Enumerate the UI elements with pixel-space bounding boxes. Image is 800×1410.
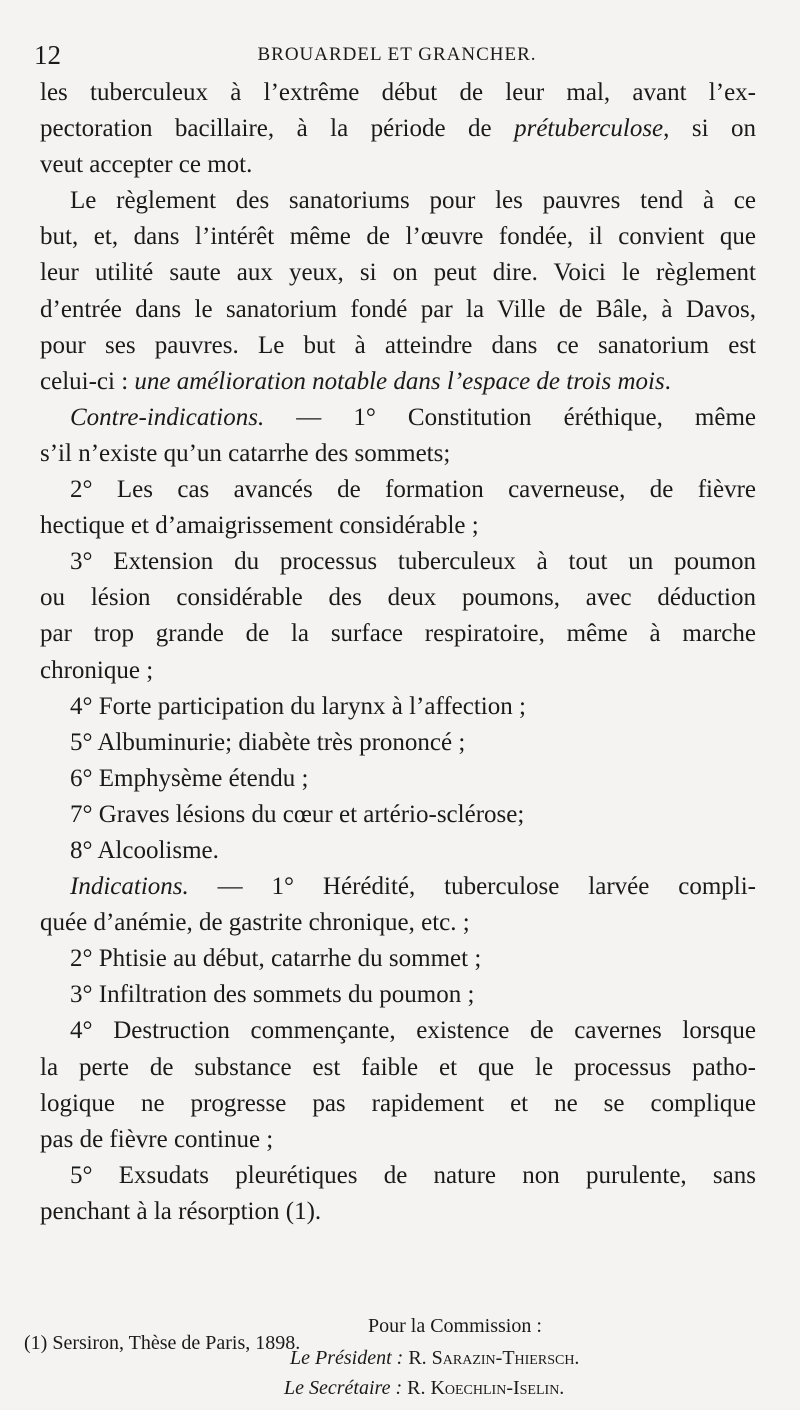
- text-line: [40, 1013, 756, 1049]
- line-text: 2° Les cas avancés de formation caverneuse, de fièvre: [70, 476, 756, 504]
- line-text: 7° Graves lésions du cœur et artério-sclérose;: [70, 800, 525, 828]
- text-line: [40, 977, 756, 1013]
- text-line: [40, 219, 756, 255]
- text-line: [40, 544, 756, 580]
- running-head: BROUARDEL ET GRANCHER.: [257, 44, 537, 65]
- line-text: 5° Albuminurie; diabète très prononcé ;: [70, 728, 466, 756]
- president-name: R. Sarazin-Thiersch.: [408, 1347, 580, 1369]
- text-line: [40, 75, 756, 111]
- line-text: 3° Infiltration des sommets du poumon ;: [70, 981, 475, 1009]
- line-text: d’entrée dans le sanatorium fondé par la Ville de Bâle, à Davos,: [40, 295, 756, 323]
- line-text: 2° Phtisie au début, catarrhe du sommet ;: [70, 945, 482, 973]
- line-text: la perte de substance est faible et que le processus patho-: [40, 1053, 756, 1081]
- line-text: les tuberculeux à l’extrême début de leur mal, avant l’ex-: [40, 79, 756, 106]
- text-line: [40, 1158, 756, 1194]
- line-text: leur utilité saute aux yeux, si on peut dire. Voici le règlement: [40, 259, 756, 287]
- text-line: [40, 797, 756, 833]
- text-line: [40, 869, 756, 905]
- footnote: (1) Sersiron, Thèse de Paris, 1898.: [24, 1332, 301, 1354]
- text-line: [40, 183, 756, 219]
- line-text: pas de fièvre continue ;: [40, 1125, 274, 1153]
- secretary-signature: [40, 1377, 800, 1400]
- line-text: logique ne progresse pas rapidement et ne se complique: [40, 1089, 756, 1117]
- line-text: pour ses pauvres. Le but à atteindre dans ce sanatorium est: [40, 331, 756, 359]
- line-text: s’il n’existe qu’un catarrhe des sommets;: [40, 439, 451, 467]
- text-line: [40, 941, 756, 977]
- line-text: 8° Alcoolisme.: [70, 836, 219, 864]
- text-line: [40, 436, 756, 472]
- text-line: [40, 111, 756, 147]
- line-text: 3° Extension du processus tuberculeux à tout un poumon: [70, 548, 756, 576]
- line-text: .: [664, 367, 671, 395]
- text-line: [40, 761, 756, 797]
- text-line: [40, 616, 756, 652]
- line-text: hectique et d’amaigrissement considérable ;: [40, 512, 479, 540]
- president-role: Le Président :: [290, 1347, 404, 1369]
- text-line: [40, 1086, 756, 1122]
- line-text: — 1° Constitution éréthique, même: [264, 403, 756, 431]
- page-number: 12: [34, 40, 61, 70]
- text-line: [40, 653, 756, 689]
- text-line: [40, 1050, 756, 1086]
- text-line: [40, 1122, 756, 1158]
- line-text: pectoration bacillaire, à la période de: [40, 115, 515, 143]
- italic-text: prétuberculose: [514, 115, 664, 143]
- text-line: [40, 905, 756, 941]
- text-lines: [40, 75, 756, 1230]
- line-text: 4° Destruction commençante, existence de cavernes lorsque: [70, 1017, 756, 1045]
- line-text: celui-ci :: [40, 367, 135, 395]
- text-line: [40, 292, 756, 328]
- line-text: quée d’anémie, de gastrite chronique, etc. ;: [40, 909, 470, 937]
- text-line: [40, 689, 756, 725]
- text-line: [40, 833, 756, 869]
- line-text: veut accepter ce mot.: [40, 151, 253, 179]
- secretary-name: R. Koechlin-Iselin.: [407, 1377, 565, 1399]
- text-line: [40, 472, 756, 508]
- text-line: [40, 364, 756, 400]
- secretary-role: Le Secrétaire :: [284, 1377, 403, 1399]
- italic-text: Indications.: [70, 873, 189, 901]
- text-line: [40, 147, 756, 183]
- text-line: [40, 328, 756, 364]
- text-line: [40, 1194, 756, 1230]
- line-text: 4° Forte participation du larynx à l’affection ;: [70, 692, 526, 720]
- italic-text: Contre-indications.: [70, 403, 265, 431]
- page-header: [34, 40, 760, 74]
- text-line: [40, 725, 756, 761]
- line-text: par trop grande de la surface respiratoire, même à marche: [40, 620, 756, 648]
- line-text: — 1° Hérédité, tuberculose larvée compli-: [188, 873, 756, 901]
- text-line: [40, 508, 756, 544]
- line-text: 5° Exsudats pleurétiques de nature non purulente, sans: [70, 1161, 756, 1189]
- text-line: [40, 580, 756, 616]
- line-text: ou lésion considérable des deux poumons, avec déduction: [40, 584, 756, 612]
- line-text: Le règlement des sanatoriums pour les pauvres tend à ce: [70, 187, 756, 215]
- line-text: penchant à la résorption (1).: [40, 1197, 322, 1225]
- text-line: [40, 255, 756, 291]
- italic-text: une amélioration notable dans l’espace de trois mois: [134, 367, 665, 395]
- line-text: chronique ;: [40, 656, 154, 684]
- line-text: , si on: [663, 115, 756, 143]
- line-text: but, et, dans l’intérêt même de l’œuvre fondée, il convient que: [40, 223, 756, 251]
- commission-line: Pour la Commission :: [368, 1315, 542, 1337]
- text-line: [40, 400, 756, 436]
- line-text: 6° Emphysème étendu ;: [70, 764, 309, 792]
